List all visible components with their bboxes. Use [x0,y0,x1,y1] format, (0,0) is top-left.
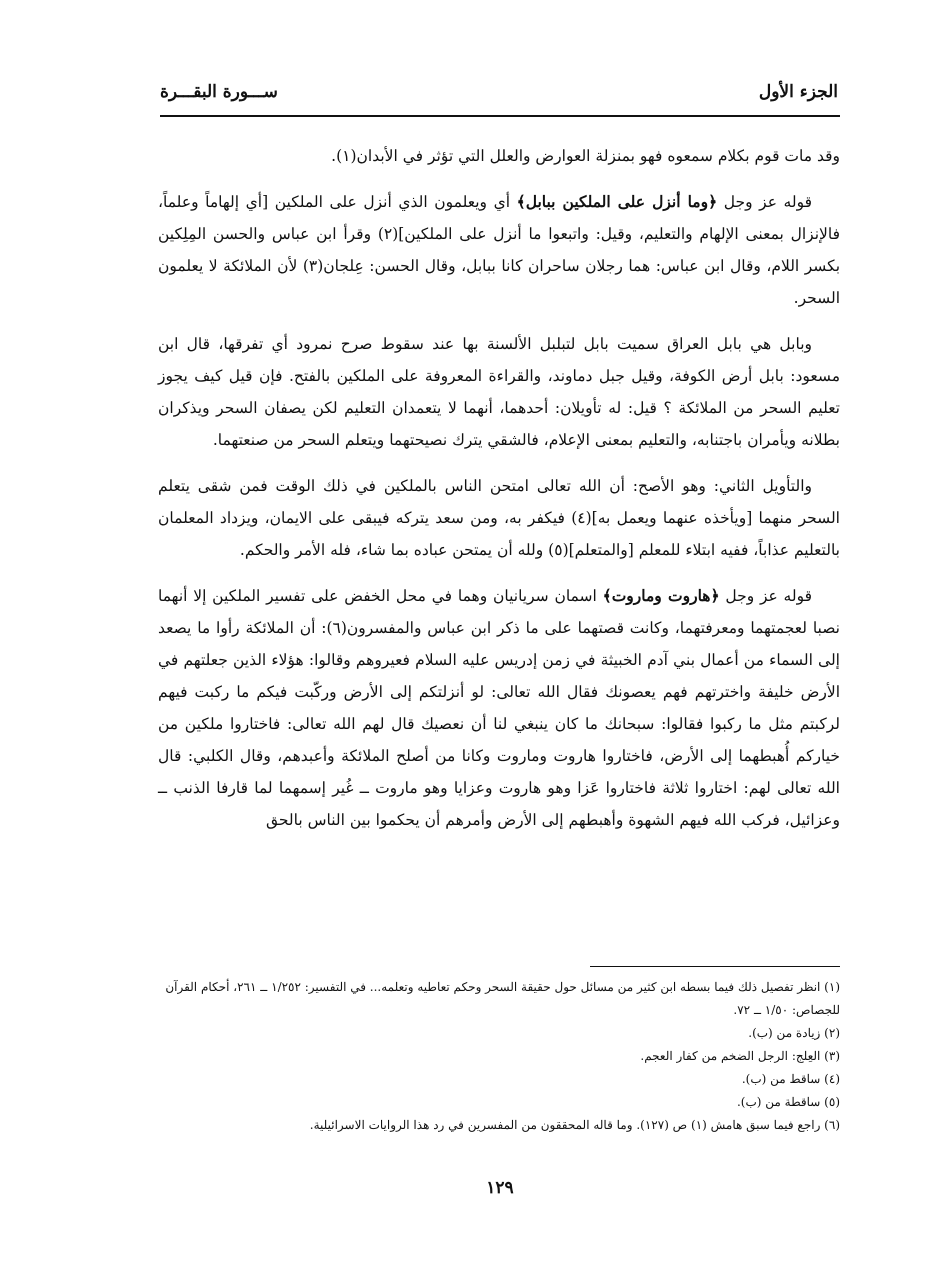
footnote-3: (٣) العِلج: الرجل الضخم من كفار العجم. [640,1049,840,1063]
part-title: الجزء الأول [758,82,838,102]
quran-quote-harut-marut: ﴿هاروت وماروت﴾ [602,586,720,605]
main-text [158,140,840,850]
paragraph-5-intro: قوله عز وجل [719,587,813,605]
footnotes [158,976,840,1137]
page-number: ١٢٩ [486,1178,514,1198]
footnote-divider [590,966,840,967]
paragraph-4: والتأويل الثاني: وهو الأصح: أن الله تعالى امتحن الناس بالملكين في ذلك الوقت فمن شقى يتعلم السحر منهما [ويأخذه عنهما ويعمل به](٤) فيكفر به، ومن سعد يتركه فيبقى على الايمان، ويزداد المعلمان بالتعليم عذاباً، ففيه ابتلاء للمعلم [والمتعلم](٥) ولله أن يمتحن عباده بما شاء، فله الأمر والحكم. [158,477,840,559]
paragraph-5-body: اسمان سريانيان وهما في محل الخفض على تفسير الملكين إلا أنهما نصبا لعجمتهما ومعرفتهما، وكانت قصتهما على ما ذكر ابن عباس والمفسرون(٦): أن الملائكة رأوا ما يصعد إلى السماء من أعمال بني آدم الخبيثة في زمن إدريس عليه السلام فعيروهم وقالوا: هؤلاء الذين جعلتهم في الأرض خليفة واخترتهم فهم يعصونك فقال الله تعالى: لو أنزلتكم إلى الأرض وركّبت فيكم ما ركبت فيهم لركبتم مثل ما ركبوا فقالوا: سبحانك ما كان ينبغي لنا أن نعصيك قال لهم الله تعالى: فاختاروا ملكين من خياركم أُهبطهما إلى الأرض، فاختاروا هاروت وماروت وكانا من أصلح الملائكة وأعبدهم، وقال الكلبي: قال الله تعالى لهم: اختاروا ثلاثة فاختاروا عَزا وهو هاروت وعزايا وهو ماروت ــ غُير إسمهما لما قارفا الذنب ــ وعزائيل، فركب الله فيهم الشهوة وأهبطهم إلى الأرض وأمرهم أن يحكموا بين الناس بالحق [158,587,840,829]
header-divider [160,115,840,117]
footnote-6: (٦) راجع فيما سبق هامش (١) ص (١٢٧). وما قاله المحققون من المفسرين في رد هذا الروايات الاسرائيلية. [309,1118,840,1132]
quran-quote-babel: ﴿وما أنزل على الملكين ببابل﴾ [516,192,718,211]
surah-title: ســـورة البقـــرة [160,82,278,102]
footnote-5: (٥) ساقطة من (ب). [736,1095,840,1109]
footnote-1: (١) انظر تفصيل ذلك فيما بسطه ابن كثير من مسائل حول حقيقة السحر وحكم تعاطيه وتعلمه... في التفسير: ١/٢٥٢ ــ ٢٦١، أحكام القرآن للجصاص: ١/٥٠ ــ ٧٢. [165,980,840,1017]
paragraph-2-body: أي ويعلمون الذي أنزل على الملكين [أي إلهاماً وعلماً، فالإنزال بمعنى الإلهام والتعليم، وقيل: واتبعوا ما أنزل على الملكين](٢) وقرأ ابن عباس والحسن المِلِكين بكسر اللام، وقال ابن عباس: هما رجلان ساحران كانا ببابل، وقال الحسن: عِلجان(٣) لأن الملائكة لا يعلمون السحر. [158,193,841,307]
paragraph-5 [158,580,840,836]
running-header [160,78,838,114]
paragraph-2 [158,186,840,314]
paragraph-2-intro: قوله عز وجل [717,193,813,211]
paragraph-1: وقد مات قوم بكلام سمعوه فهو بمنزلة العوارض والعلل التي تؤثر في الأبدان(١). [331,147,840,165]
footnote-2: (٢) زيادة من (ب). [748,1026,840,1040]
paragraph-3: وبابل هي بابل العراق سميت بابل لتبلبل الألسنة بها عند سقوط صرح نمرود أي تفرقها، قال ابن مسعود: بابل أرض الكوفة، وقيل جبل دماوند، والقراءة المعروفة على الملكين بالفتح. فإن قيل كيف يجوز تعليم السحر من الملائكة ؟ قيل: له تأويلان: أحدهما، أنهما لا يتعمدان التعليم لكن يصفان السحر ويذكران بطلانه ويأمران باجتنابه، والتعليم بمعنى الإعلام، فالشقي يترك نصيحتهما ويتعلم السحر من صنعتهما. [158,335,840,449]
footnote-4: (٤) ساقط من (ب). [741,1072,840,1086]
